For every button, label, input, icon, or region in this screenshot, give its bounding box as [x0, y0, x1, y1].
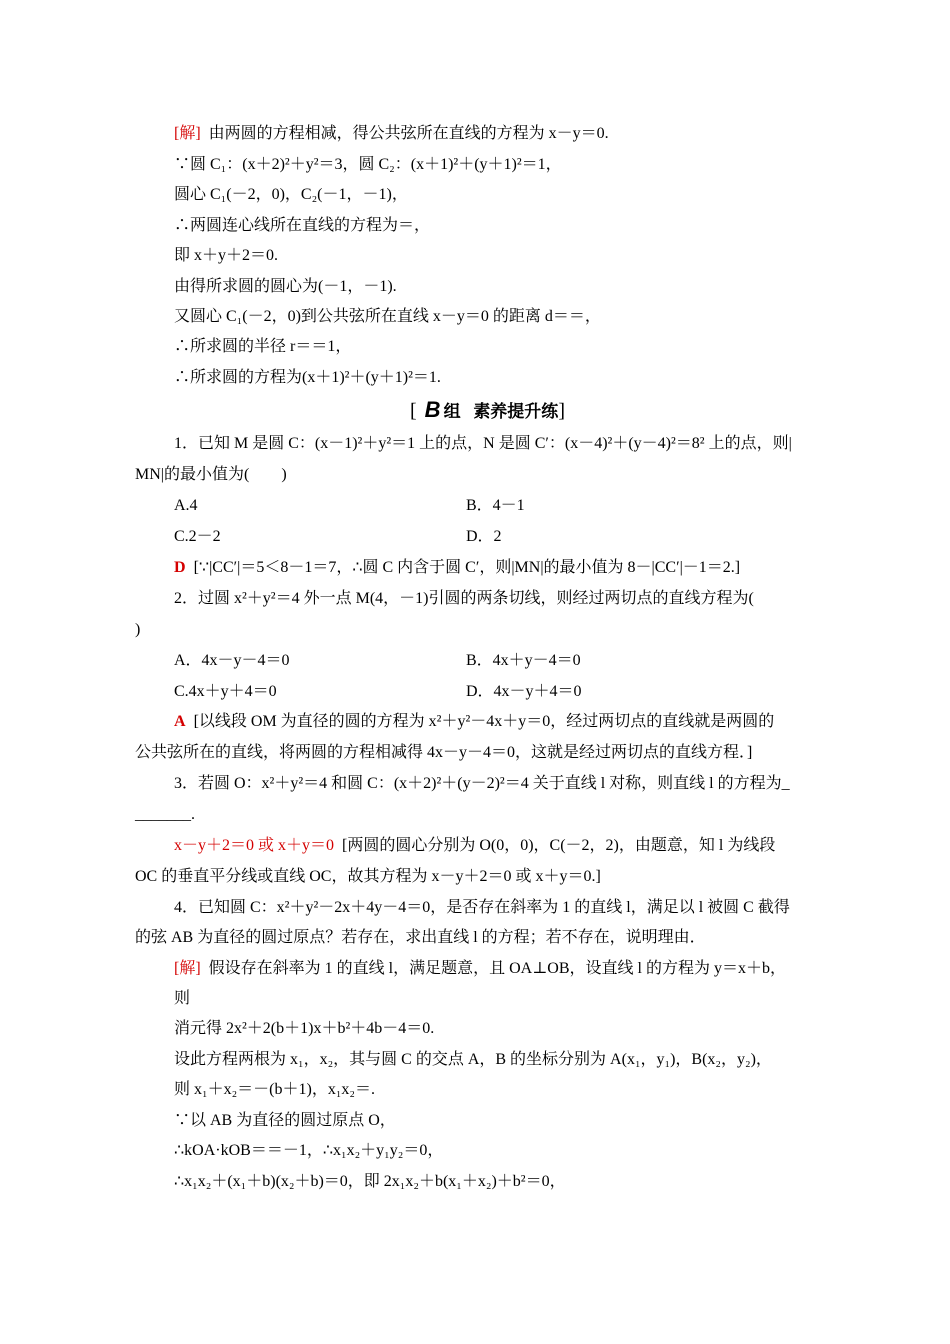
- solution-label: [解]: [174, 125, 201, 142]
- solution-4-line: 设此方程两根为 x₁，x₂，其与圆 C 的交点 A，B 的坐标分别为 A(x₁，y₁)，B(x₂，y₂)，: [174, 1051, 772, 1068]
- solution-4-line: ∴kOA·kOB＝＝－1，∴x₁x₂＋y₁y₂＝0，: [174, 1142, 444, 1159]
- solution-4-line: 消元得 2x²＋2(b＋1)x＋b²＋4b－4＝0.: [174, 1020, 435, 1037]
- solution-label: [解]: [174, 960, 201, 977]
- question-3-text: 3．若圆 O：x²＋y²＝4 和圆 C：(x＋2)²＋(y－2)²＝4 关于直线 l 对称，则直线 l 的方程为_: [174, 775, 790, 792]
- solution-line: 由得所求圆的圆心为(－1，－1).: [174, 278, 397, 295]
- solution-4-line: ∵以 AB 为直径的圆过原点 O，: [174, 1112, 396, 1129]
- group-b-logo: B: [424, 397, 440, 422]
- solution-4-line: ∴x₁x₂＋(x₁＋b)(x₂＋b)＝0，即 2x₁x₂＋b(x₁＋x₂)＋b²＝0，: [174, 1173, 566, 1190]
- q3-explanation-cont: OC 的垂直平分线或直线 OC，故其方程为 x－y＋2＝0 或 x＋y＝0.]: [135, 868, 601, 885]
- q1-option-a: A.4: [174, 497, 198, 514]
- solution-line: ∴所求圆的方程为(x＋1)²＋(y＋1)²＝1.: [174, 369, 441, 386]
- solution-4-line: [174, 959, 786, 979]
- solution-line: ∵圆 C₁：(x＋2)²＋y²＝3，圆 C₂：(x＋1)²＋(y＋1)²＝1，: [174, 156, 562, 173]
- question-4-text-cont: 的弦 AB 为直径的圆过原点？若存在，求出直线 l 的方程；若不存在，说明理由．: [135, 929, 706, 946]
- q2-option-a: A．4x－y－4＝0: [174, 652, 290, 669]
- q1-answer: D: [174, 559, 186, 576]
- solution-line: ∴两圆连心线所在直线的方程为＝，: [174, 217, 431, 234]
- q2-answer-line: [174, 712, 774, 732]
- q2-explanation-cont: 公共弦所在的直线，将两圆的方程相减得 4x－y－4＝0，这就是经过两切点的直线方程．]: [135, 744, 753, 761]
- q2-option-b: B．4x＋y－4＝0: [466, 652, 581, 669]
- heading-group: 组: [443, 402, 461, 421]
- section-heading: [410, 398, 565, 424]
- solution-line: 即 x＋y＋2＝0.: [174, 247, 279, 264]
- q3-answer-line: [174, 836, 775, 856]
- solution-line: 又圆心 C₁(－2，0)到公共弦所在直线 x－y＝0 的距离 d＝＝，: [174, 308, 601, 325]
- solution-4-line: 则: [174, 990, 191, 1007]
- question-1-text: 1．已知 M 是圆 C：(x－1)²＋y²＝1 上的点，N 是圆 C′：(x－4)²＋(y－4)²＝8² 上的点，则|: [174, 435, 792, 452]
- q2-option-d: D．4x－y＋4＝0: [466, 683, 582, 700]
- question-3-blank: _______.: [135, 806, 195, 823]
- solution-line: ∴所求圆的半径 r＝＝1，: [174, 338, 352, 355]
- solution-line: 圆心 C₁(－2，0)，C₂(－1，－1)，: [174, 186, 408, 203]
- solution-text: 假设存在斜率为 1 的直线 l，满足题意，且 OA⊥OB，设直线 l 的方程为 y＝x＋b，: [208, 960, 786, 977]
- q1-option-b: B．4－1: [466, 497, 525, 514]
- heading-open-bracket: [: [410, 400, 417, 422]
- q3-explanation: [两圆的圆心分别为 O(0，0)，C(－2，2)，由题意，知 l 为线段: [342, 837, 776, 854]
- question-1-text-cont: MN|的最小值为( ): [135, 466, 287, 483]
- question-4-text: 4．已知圆 C：x²＋y²－2x＋4y－4＝0，是否存在斜率为 1 的直线 l，满足以 l 被圆 C 截得: [174, 899, 790, 916]
- question-2-text: 2．过圆 x²＋y²＝4 外一点 M(4，－1)引圆的两条切线，则经过两切点的直线方程为(: [174, 590, 754, 607]
- heading-title: 素养提升练: [473, 402, 559, 421]
- q1-option-c: C.2－2: [174, 528, 221, 545]
- q1-option-d: D．2: [466, 528, 502, 545]
- question-2-text-cont: ): [135, 621, 141, 638]
- q2-option-c: C.4x＋y＋4＝0: [174, 683, 277, 700]
- q2-answer: A: [174, 713, 186, 730]
- solution-text: 由两圆的方程相减，得公共弦所在直线的方程为 x－y＝0.: [208, 125, 609, 142]
- q2-explanation: [以线段 OM 为直径的圆的方程为 x²＋y²－4x＋y＝0，经过两切点的直线就是两圆的: [193, 713, 775, 730]
- q1-explanation: [∵|CC′|＝5＜8－1＝7，∴圆 C 内含于圆 C′，则|MN|的最小值为 8－|CC′|－1＝2.]: [193, 559, 741, 576]
- solution-line: [174, 124, 609, 144]
- q1-answer-line: [174, 558, 740, 578]
- heading-close-bracket: ]: [558, 400, 565, 422]
- solution-4-line: 则 x₁＋x₂＝－(b＋1)，x₁x₂＝.: [174, 1081, 375, 1098]
- q3-answer: x－y＋2＝0 或 x＋y＝0: [174, 837, 335, 854]
